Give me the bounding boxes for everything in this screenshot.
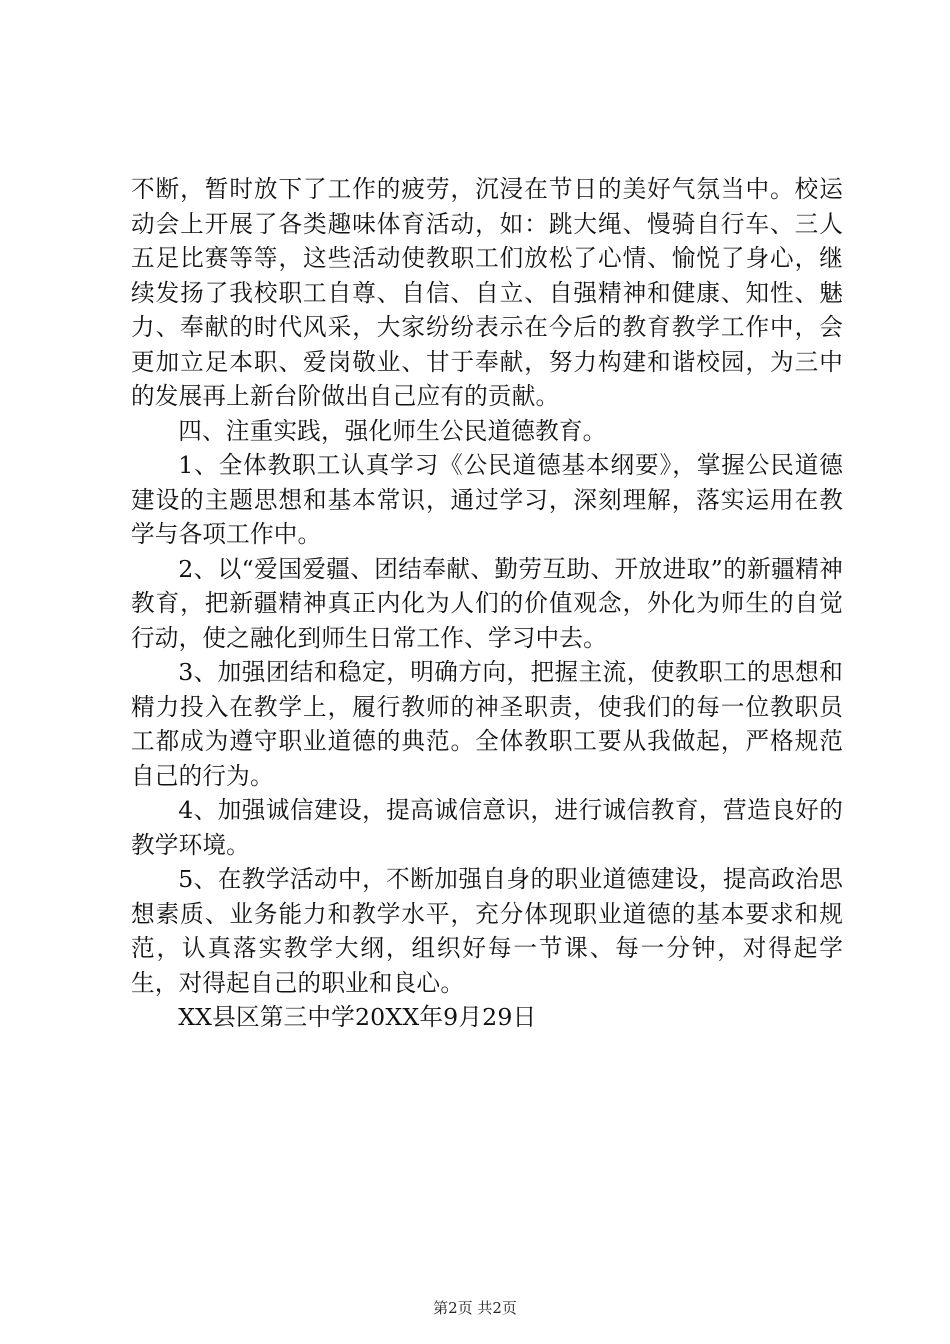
list-item-2: 2、以“爱国爱疆、团结奉献、勤劳互助、开放进取”的新疆精神教育，把新疆精神真正内化为人们的价值观念，外化为师生的自觉行动，使之融化到师生日常工作、学习中去。 xyxy=(131,554,843,652)
signature-line: XX县区第三中学20XX年9月29日 xyxy=(178,1003,537,1031)
list-item-4: 4、加强诚信建设，提高诚信意识，进行诚信教育，营造良好的教学环境。 xyxy=(131,796,843,859)
list-item-1: 1、全体教职工认真学习《公民道德基本纲要》，掌握公民道德建设的主题思想和基本常识，通过学习，深刻理解，落实运用在教学与各项工作中。 xyxy=(131,451,843,548)
document-body xyxy=(131,172,843,1035)
list-item-3: 3、加强团结和稳定，明确方向，把握主流，使教职工的思想和精力投入在教学上，履行教师的神圣职责，使我们的每一位教职员工都成为遵守职业道德的典范。全体教职工要从我做起，严格规范自己的行为。 xyxy=(131,658,843,790)
list-item-5: 5、在教学活动中，不断加强自身的职业道德建设，提高政治思想素质、业务能力和教学水平，充分体现职业道德的基本要求和规范，认真落实教学大纲，组织好每一节课、每一分钟，对得起学生，对得起自己的职业和良心。 xyxy=(131,865,843,997)
section-heading-four: 四、注重实践，强化师生公民道德教育。 xyxy=(178,416,607,445)
paragraph-continuation: 不断，暂时放下了工作的疲劳，沉浸在节日的美好气氛当中。校运动会上开展了各类趣味体育活动，如：跳大绳、慢骑自行车、三人五足比赛等等，这些活动使教职工们放松了心情、愉悦了身心，继续发扬了我校职工自尊、自信、自立、自强精神和健康、知性、魅力、奉献的时代风采，大家纷纷表示在今后的教育教学工作中，会更加立足本职、爱岗敬业、甘于奉献，努力构建和谐校园，为三中的发展再上新台阶做出自己应有的贡献。 xyxy=(131,175,843,410)
page-number-footer: 第2页 共2页 xyxy=(433,1299,517,1317)
